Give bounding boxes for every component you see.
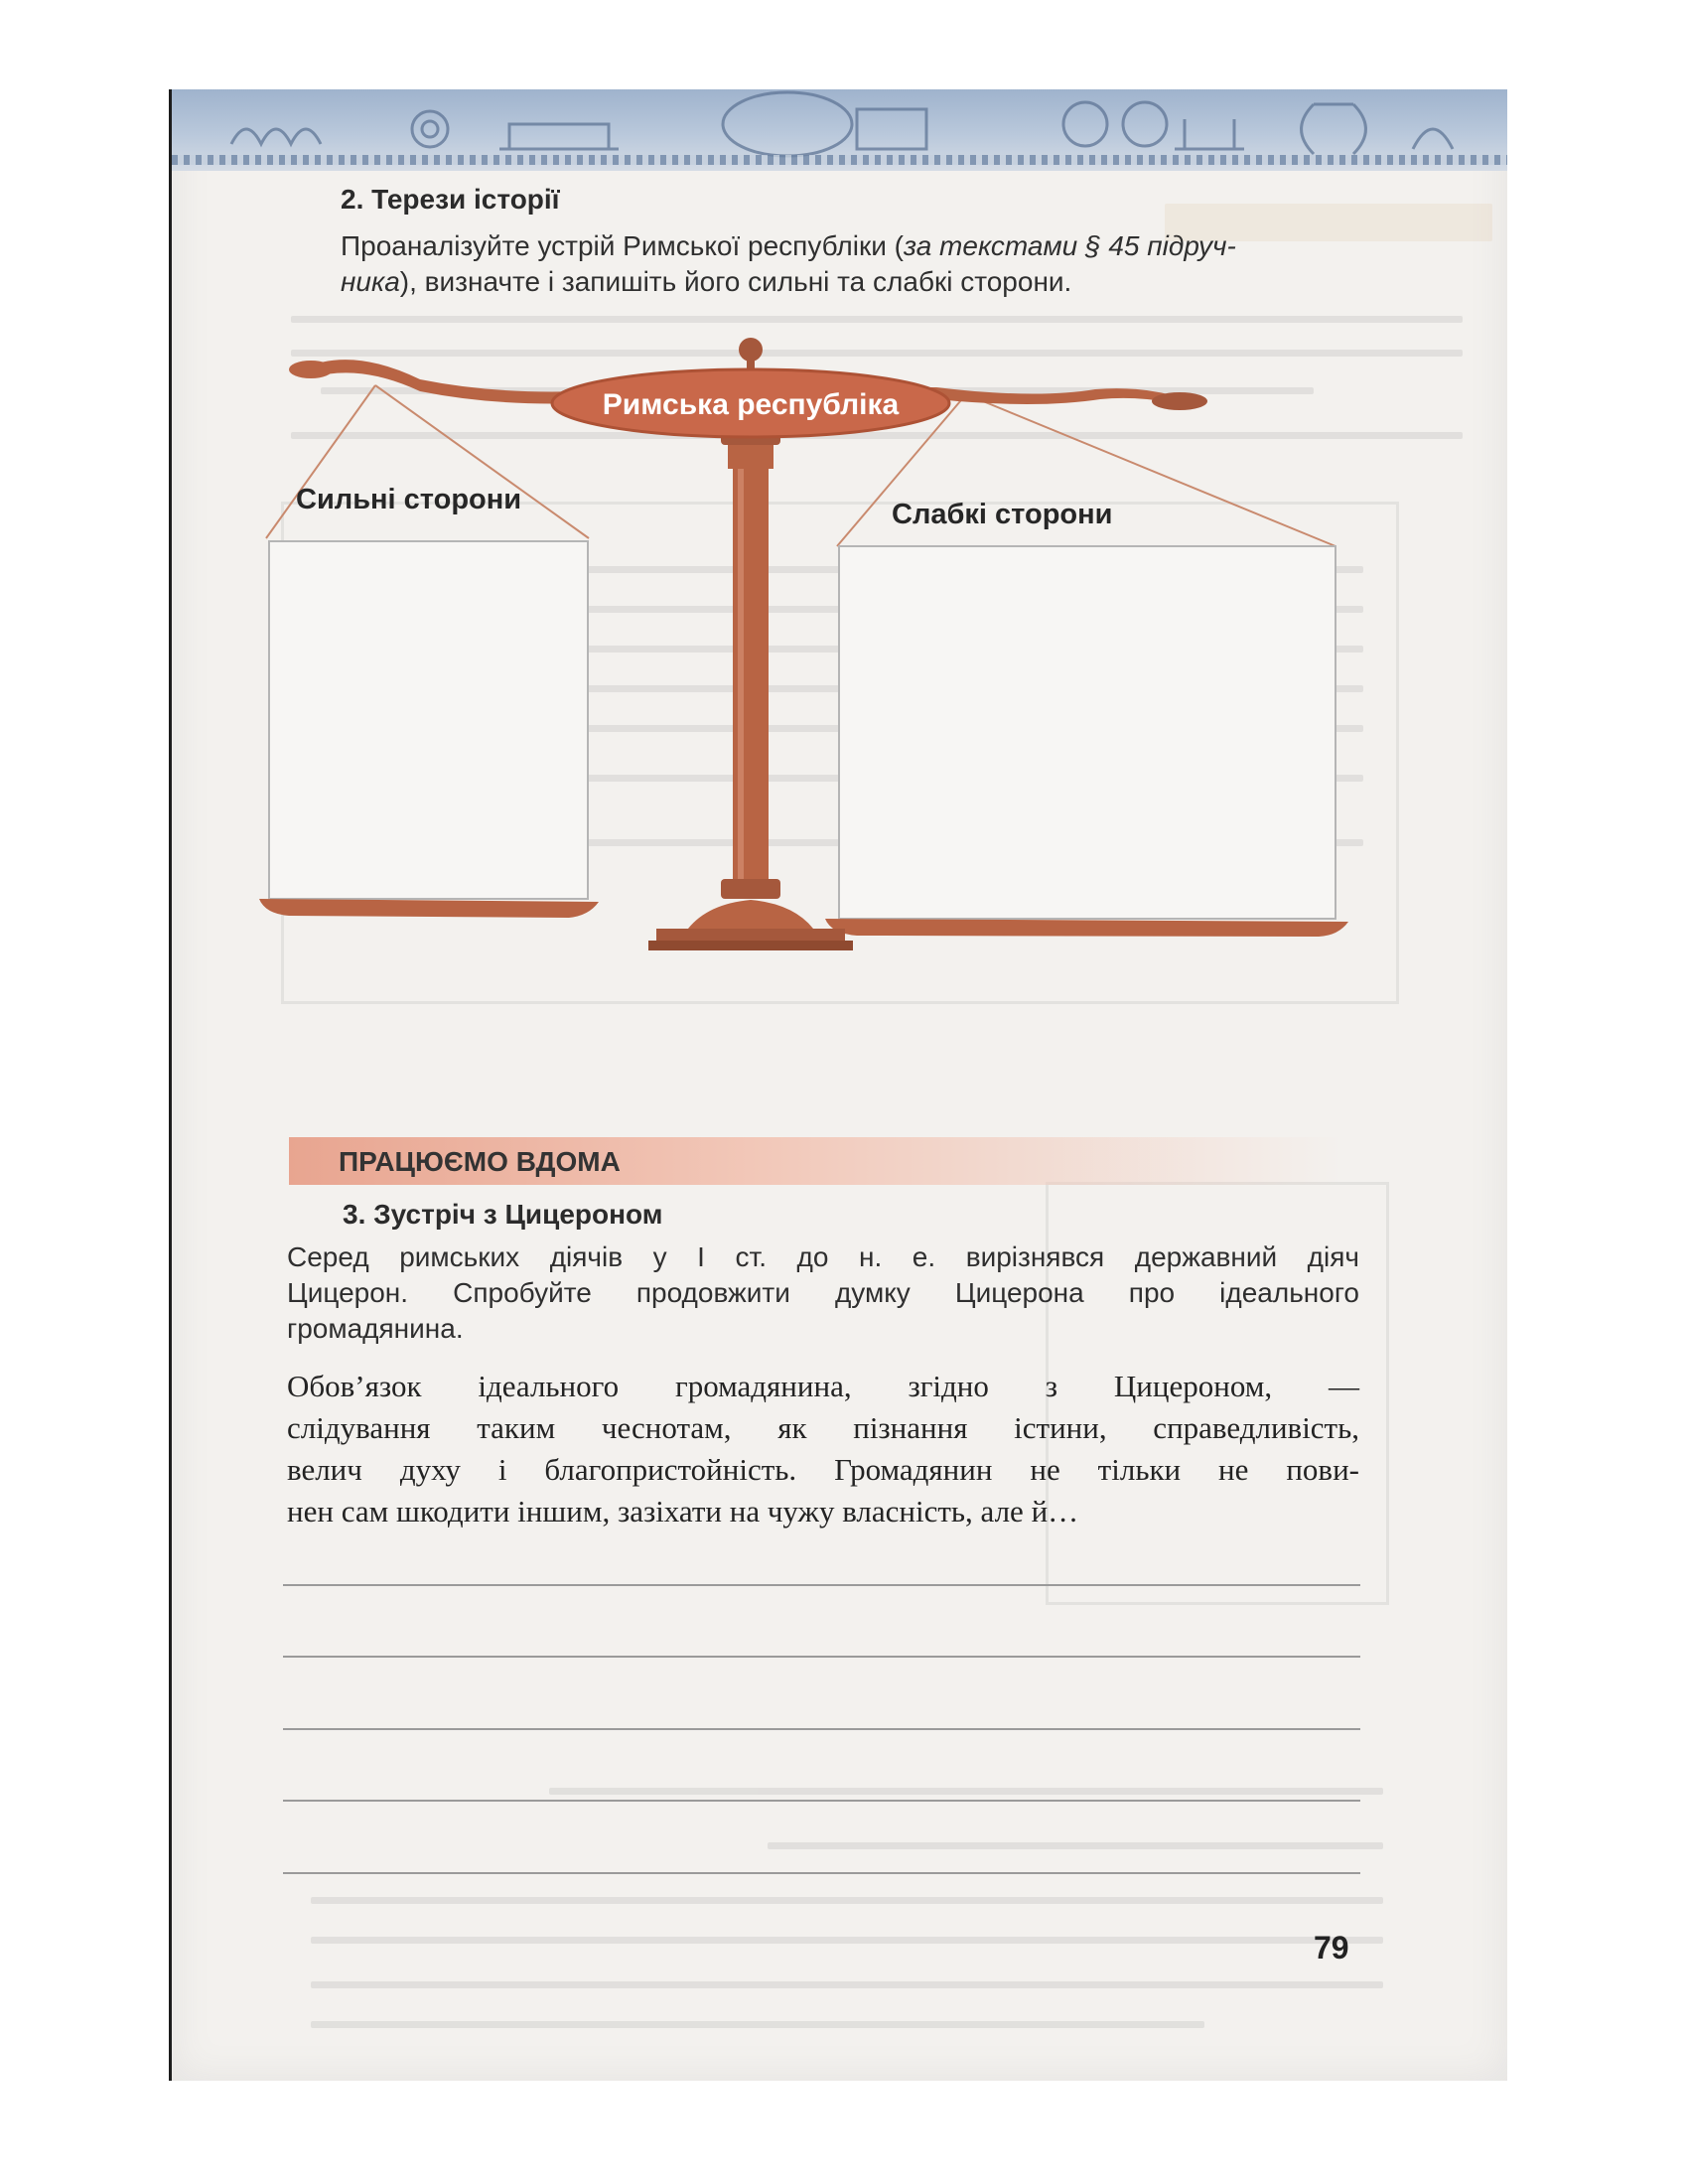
center-label-text: Римська республіка	[602, 388, 900, 421]
scale-base	[688, 900, 813, 929]
exercise-2-title: 2. Терези історії	[341, 184, 560, 215]
section-home-label: ПРАЦЮЄМО ВДОМА	[339, 1146, 621, 1177]
exercise-3-intro-line-3: громадянина.	[287, 1313, 464, 1344]
exercise-3-intro-line-1: Серед римських діячів у І ст. до н. е. вирізнявся державний діяч	[287, 1241, 1359, 1272]
cicero-quote-line-4: нен сам шкодити іншим, зазіхати на чужу власність, але й…	[287, 1494, 1079, 1529]
page-number: 79	[1314, 1930, 1349, 1966]
strong-sides-answer-box	[269, 541, 588, 899]
exercise-3-title: 3. Зустріч з Цицероном	[343, 1199, 663, 1230]
exercise-2-instruction: Проаналізуйте устрій Римської республіки (за текстами § 45 підруч- ника), визначте і запишіть його сильні та слабкі сторони.	[341, 230, 1236, 297]
section-home-bar	[289, 1137, 1341, 1185]
cicero-quote-line-3: велич духу і благопристойність. Громадянин не тільки не пови-	[287, 1452, 1359, 1487]
answer-line[interactable]	[283, 1656, 1360, 1658]
answer-line[interactable]	[283, 1584, 1360, 1586]
left-pan	[259, 899, 599, 918]
weak-sides-answer-box	[839, 546, 1336, 919]
strong-sides-label: Сильні сторони	[296, 484, 522, 515]
cicero-quote-line-2: слідування таким чеснотам, як пізнання істини, справедливість,	[287, 1410, 1359, 1445]
weak-sides-label: Слабкі сторони	[892, 499, 1113, 530]
answer-line[interactable]	[283, 1728, 1360, 1730]
textbook-page	[169, 89, 1507, 2081]
exercise-3-intro-line-2: Цицерон. Спробуйте продовжити думку Цицерона про ідеального	[287, 1277, 1359, 1308]
answer-line[interactable]	[283, 1800, 1360, 1802]
right-pan	[825, 919, 1348, 937]
answer-line[interactable]	[283, 1872, 1360, 1874]
scales-illustration	[172, 89, 1507, 1142]
cicero-quote-line-1: Обов’язок ідеального громадянина, згідно з Цицероном, —	[287, 1369, 1359, 1403]
